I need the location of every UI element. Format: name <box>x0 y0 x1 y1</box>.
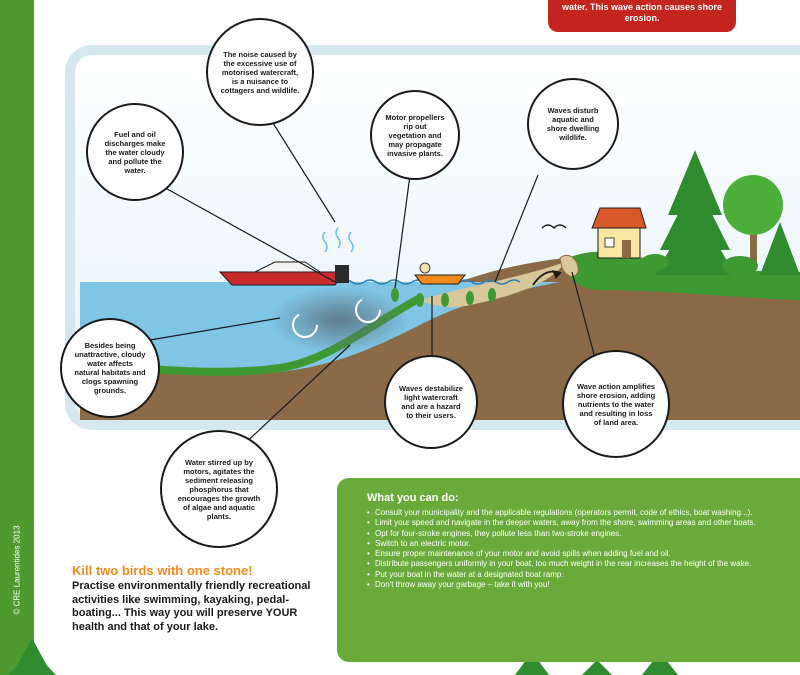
kill-two-birds-heading: Kill two birds with one stone! <box>72 563 253 578</box>
bubble-wave-action-text: Wave action amplifies shore erosion, adding nutrients to the water and resulting in loss of land area. <box>576 381 656 427</box>
bubble-waves-disturb-text: Waves disturb aquatic and shore dwelling wildlife. <box>546 106 600 142</box>
panel-list-item: • Distribute passengers uniformly in your boat, too much weight in the rear increases the height of the wake. <box>367 559 762 569</box>
what-you-can-do-panel <box>337 478 800 662</box>
bubble-water-stirred-text: Water stirred up by motors, agitates the sediment releasing phosphorus that encourages the growth of algae and aquatic plants. <box>177 457 261 521</box>
panel-list-item: • Ensure proper maintenance of your motor and avoid spills when adding fuel and oil. <box>367 549 762 559</box>
panel-list-item: • Switch to an electric motor. <box>367 539 762 549</box>
bubble-fuel-oil <box>86 103 184 201</box>
bubble-fuel-oil-text: Fuel and oil discharges make the water cloudy and pollute the water. <box>104 129 166 175</box>
kill-two-birds-body: Practise environmentally friendly recreational activities like swimming, kayaking, pedal-boating... This way you will preserve YOUR health and that of your lake. <box>72 580 311 633</box>
bubble-noise <box>206 18 314 126</box>
panel-list-item: • Don't throw away your garbage – take it with you! <box>367 580 762 590</box>
wave-erosion-callout-text: water. This wave action causes shore erosion. <box>561 2 723 23</box>
cloudy-sediment <box>270 286 410 354</box>
bubble-waves-destabilize <box>384 355 478 449</box>
bubble-cloudy-water-text: Besides being unattractive, cloudy water affects natural habitats and clogs spawning grounds. <box>74 341 146 395</box>
panel-title: What you can do: <box>367 492 459 504</box>
bottom-pine-left <box>8 638 56 675</box>
bubble-waves-disturb <box>527 78 619 170</box>
bubble-waves-destabilize-text: Waves destabilize light watercraft and are a hazard to their users. <box>399 384 463 420</box>
bubble-propellers <box>370 90 460 180</box>
panel-list-item: • Put your boat in the water at a designated boat ramp. <box>367 570 762 580</box>
cottage-house <box>592 208 646 258</box>
bubble-propellers-text: Motor propellers rip out vegetation and may propagate invasive plants. <box>385 112 445 158</box>
bubble-cloudy-water <box>60 318 160 418</box>
panel-list-item: • Opt for four-stroke engines, they pollute less than two-stroke engines. <box>367 529 762 539</box>
bubble-water-stirred <box>160 430 278 548</box>
bubble-noise-text: The noise caused by the excessive use of motorised watercraft, is a nuisance to cottagers and wildlife. <box>220 49 300 95</box>
bubble-wave-action <box>562 350 670 458</box>
panel-list-item: • Limit your speed and navigate in the deeper waters, away from the shore, swimming areas and other boats. <box>367 518 762 528</box>
panel-list-item: • Consult your municipality and the applicable regulations (operators permit, code of ethics, boat washing...). <box>367 508 762 518</box>
panel-list <box>359 508 762 590</box>
copyright-text: © CRE Laurentides 2013 <box>12 525 22 615</box>
